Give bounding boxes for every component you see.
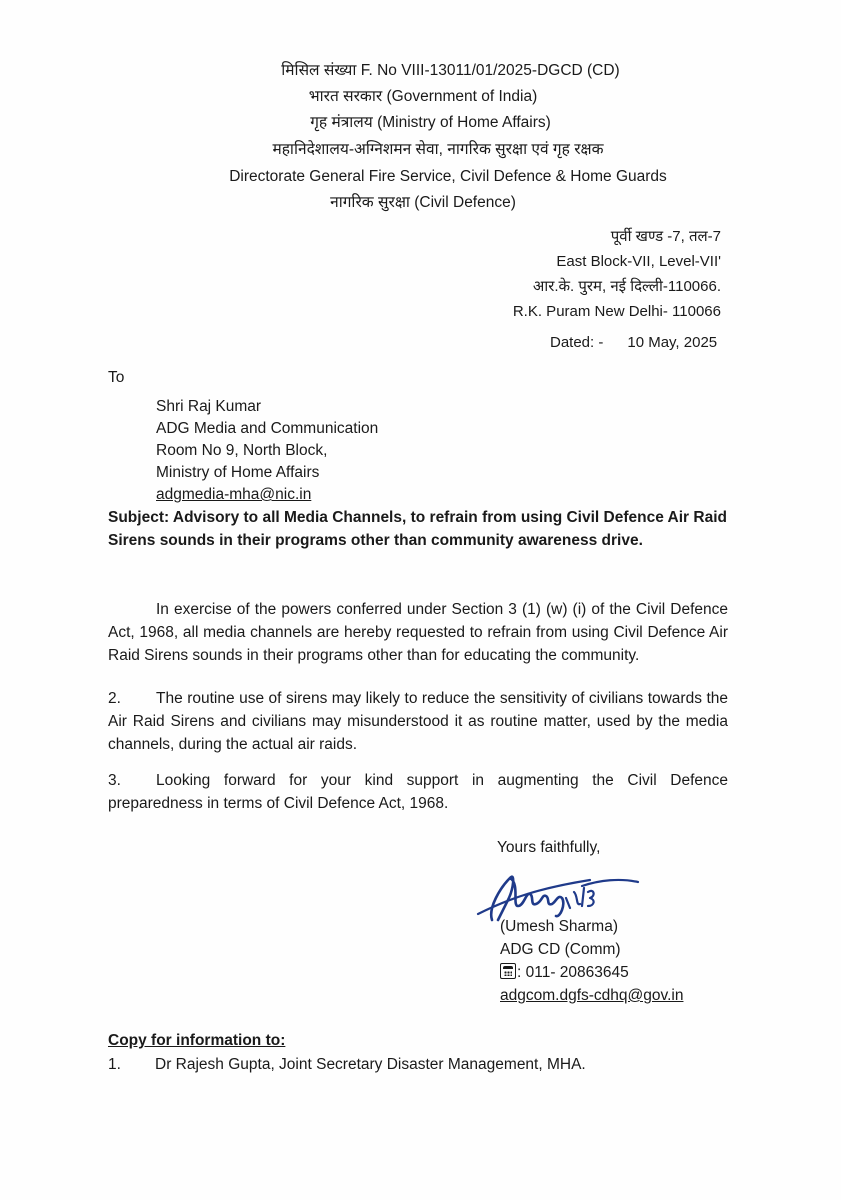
paragraph-3 xyxy=(108,769,728,815)
closing-salutation: Yours faithfully, xyxy=(497,839,601,856)
signer-block xyxy=(500,915,683,1007)
address-line-3: आर.के. पुरम, नई दिल्ली-110066. xyxy=(532,278,721,295)
recipient-email[interactable]: adgmedia-mha@nic.in xyxy=(156,486,312,503)
paragraph-2-number: 2. xyxy=(108,690,121,707)
telephone-icon xyxy=(500,963,516,979)
address-line-4: R.K. Puram New Delhi- 110066 xyxy=(512,303,721,320)
directorate-english: Directorate General Fire Service, Civil Defence & Home Guards xyxy=(229,168,667,185)
copy-item-1 xyxy=(108,1055,586,1075)
date-line xyxy=(550,333,717,353)
paragraph-2 xyxy=(108,687,728,756)
date-value: 10 May, 2025 xyxy=(627,334,718,351)
copy-item-1-text: Dr Rajesh Gupta, Joint Secretary Disaster Management, MHA. xyxy=(155,1056,586,1073)
address-line-2: East Block-VII, Level-VII' xyxy=(556,253,721,270)
date-label: Dated: - xyxy=(550,334,604,351)
paragraph-3-text: Looking forward for your kind support in augmenting the Civil Defence preparedness in terms of Civil Defence Act, 1968. xyxy=(108,772,728,812)
government-name: भारत सरकार (Government of India) xyxy=(308,88,538,105)
recipient-ministry: Ministry of Home Affairs xyxy=(156,464,320,481)
ministry-name: गृह मंत्रालय (Ministry of Home Affairs) xyxy=(310,114,551,131)
office-address xyxy=(513,224,721,324)
signer-designation: ADG CD (Comm) xyxy=(500,941,621,958)
recipient-designation: ADG Media and Communication xyxy=(156,420,379,437)
copy-item-1-number: 1. xyxy=(108,1056,121,1073)
signer-name: (Umesh Sharma) xyxy=(500,918,618,935)
address-line-1: पूर्वी खण्ड -7, तल-7 xyxy=(610,228,721,245)
signer-phone xyxy=(500,961,683,984)
recipient-block xyxy=(156,396,378,506)
directorate-hindi: महानिदेशालय-अग्निशमन सेवा, नागरिक सुरक्षा एवं गृह रक्षक xyxy=(272,141,604,158)
recipient-name: Shri Raj Kumar xyxy=(156,398,262,415)
division-name: नागरिक सुरक्षा (Civil Defence) xyxy=(330,194,516,211)
paragraph-3-number: 3. xyxy=(108,772,121,789)
to-label: To xyxy=(108,369,125,386)
letterhead xyxy=(0,58,841,216)
paragraph-1: In exercise of the powers conferred under Section 3 (1) (w) (i) of the Civil Defence Act, 1968, all media channels are hereby requested to refrain from using Civil Defence Air Raid Sirens sounds in their programs other than for educating the community. xyxy=(108,601,728,664)
file-number: मिसिल संख्या F. No VIII-13011/01/2025-DGCD (CD) xyxy=(281,62,620,79)
paragraph-2-text: The routine use of sirens may likely to reduce the sensitivity of civilians towards the Air Raid Sirens and civilians may misunderstood it as routine matter, used by the media channels, during the actual air raids. xyxy=(108,690,728,753)
signer-email[interactable]: adgcom.dgfs-cdhq@gov.in xyxy=(500,987,684,1004)
copy-heading: Copy for information to: xyxy=(108,1032,286,1049)
subject-line: Subject: Advisory to all Media Channels, to refrain from using Civil Defence Air Raid Sirens sounds in their programs other than community awareness drive. xyxy=(108,509,727,549)
signer-phone-number: : 011- 20863645 xyxy=(517,964,629,981)
recipient-room: Room No 9, North Block, xyxy=(156,442,328,459)
